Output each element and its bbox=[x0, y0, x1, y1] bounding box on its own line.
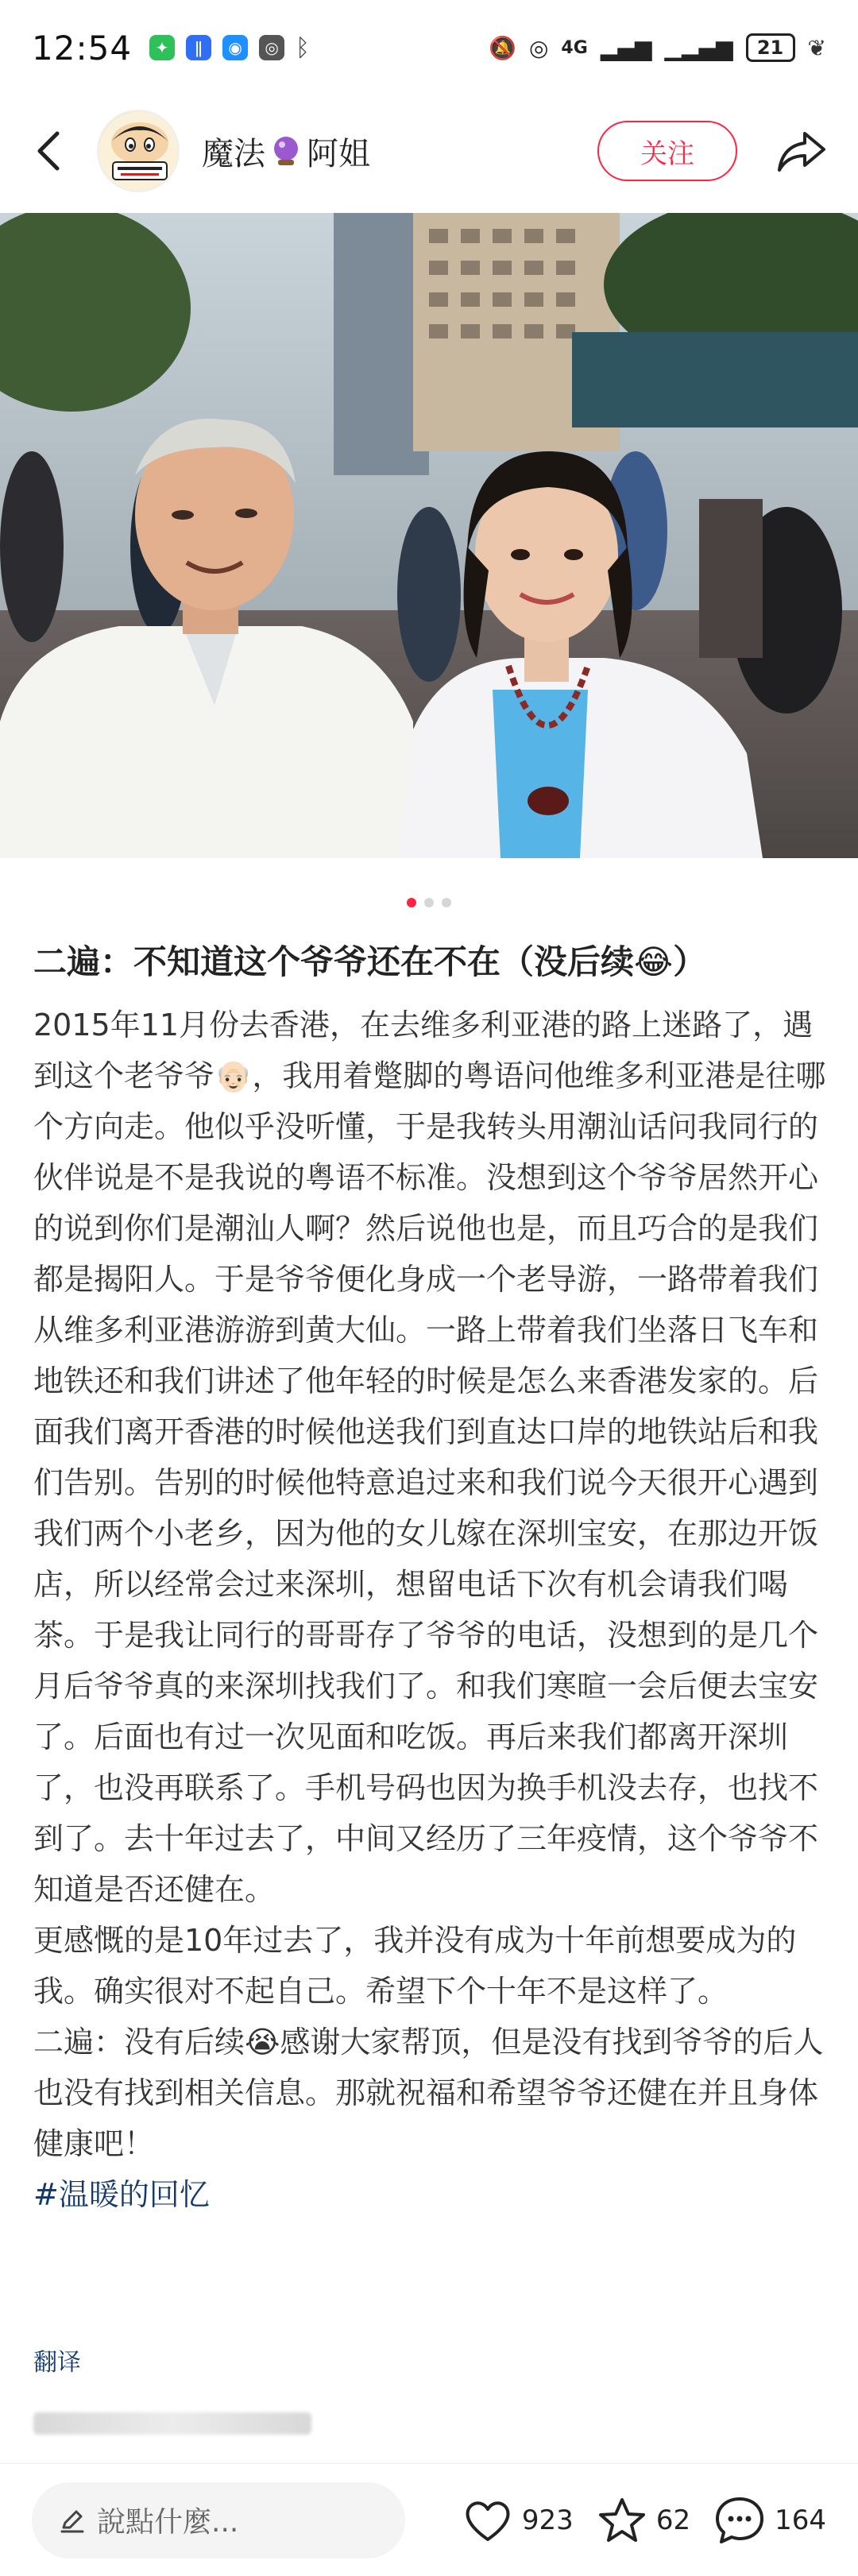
post-title: 二遍：不知道这个爷爷还在不在（没后续😂） bbox=[33, 942, 707, 981]
favorite-count: 62 bbox=[655, 2504, 691, 2536]
hashtag-link[interactable]: #温暖的回忆 bbox=[33, 2177, 210, 2212]
status-time: 12:54 bbox=[32, 28, 133, 68]
leaf-icon: ❦ bbox=[807, 34, 826, 61]
username-part-1: 魔法 bbox=[202, 135, 265, 172]
mute-icon: 🔕 bbox=[489, 34, 516, 61]
signal-2-icon: ▁▂▄▆ bbox=[664, 34, 733, 61]
image-pager bbox=[0, 898, 858, 907]
battery-level: 21 bbox=[756, 37, 784, 59]
favorite-button[interactable] bbox=[597, 2497, 690, 2544]
signal-icon: ▂▄▆ bbox=[600, 34, 652, 61]
pager-dot bbox=[424, 898, 434, 907]
camera-app-icon: ◎ bbox=[259, 35, 284, 60]
blurred-date-line bbox=[33, 2412, 311, 2435]
pause-app-icon: ǁ bbox=[186, 35, 211, 60]
network-type: 4G bbox=[561, 37, 588, 58]
comment-placeholder: 說點什麼... bbox=[97, 2506, 239, 2539]
comment-count: 164 bbox=[775, 2504, 826, 2536]
pager-dot bbox=[442, 898, 451, 907]
post-actions bbox=[463, 2496, 826, 2545]
share-icon bbox=[776, 129, 827, 173]
post-photo-illustration bbox=[0, 213, 858, 858]
battery-icon bbox=[746, 33, 795, 62]
like-button[interactable] bbox=[463, 2498, 574, 2543]
chevron-left-icon bbox=[37, 130, 60, 172]
status-right bbox=[489, 33, 826, 62]
share-button[interactable] bbox=[774, 123, 829, 179]
like-count: 923 bbox=[521, 2504, 574, 2536]
post-image[interactable] bbox=[0, 213, 858, 858]
hotspot-icon: ◎ bbox=[528, 34, 549, 61]
follow-button[interactable]: 关注 bbox=[597, 121, 737, 181]
message-app-icon: ◉ bbox=[222, 35, 248, 60]
username[interactable] bbox=[202, 129, 370, 174]
notification-icons bbox=[149, 34, 310, 62]
post-body-text: 2015年11月份去香港，在去维多利亚港的路上迷路了，遇到这个老爷爷👴🏻，我用着蹩脚的粤语问他维多利亚港是往哪个方向走。他似乎没听懂，于是我转头用潮汕话问我同行的伙伴说是不是我说的粤语不标准。没想到这个爷爷居然开心的说到你们是潮汕人啊？然后说他也是，而且巧合的是我们都是揭阳人。于是爷爷便化身成一个老导游，一路带着我们从维多利亚港游游到黄大仙。一路上带着我们坐落日飞车和地铁还和我们讲述了他年轻的时候是怎么来香港发家的。后面我们离开香港的时候他送我们到直达口岸的地铁站后和我们告别。告别的时候他特意追过来和我们说今天很开心遇到我们两个小老乡，因为他的女儿嫁在深圳宝安，在那边开饭店，所以经常会过来深圳，想留电话下次有机会请我们喝茶。于是我让同行的哥哥存了爷爷的电话，没想到的是几个月后爷爷真的来深圳找我们了。和我们寒暄一会后便去宝安了。后面也有过一次见面和吃饭。再后来我们都离开深圳了，也没再联系了。手机号码也因为换手机没去存，也找不到了。去十年过去了，中间又经历了三年疫情，这个爷爷不知道是否还健在。 更感慨的是10年过去了，我并没有成为十年前想要成为的我。确实很对不起自己。希望下个十年不是这样了。 二遍：没有后续😭感谢大家帮顶，但是没有找到爷爷的后人也没有找到相关信息。那就祝福和希望爷爷还健在并且身体健康吧！ bbox=[33, 1008, 826, 2161]
pager-dot-active bbox=[407, 898, 416, 907]
star-icon bbox=[597, 2497, 647, 2544]
avatar[interactable] bbox=[97, 110, 180, 192]
post-body bbox=[33, 1000, 828, 2220]
bottom-action-bar bbox=[0, 2463, 858, 2576]
username-part-2: 阿姐 bbox=[307, 135, 370, 172]
crystal-ball-icon bbox=[269, 133, 303, 168]
cartoon-avatar-icon bbox=[99, 111, 180, 192]
back-button[interactable] bbox=[29, 127, 68, 175]
bluetooth-icon: ᛒ bbox=[296, 33, 311, 62]
post-header bbox=[0, 103, 858, 199]
comment-input[interactable] bbox=[32, 2482, 405, 2559]
heart-icon bbox=[463, 2498, 512, 2543]
status-bar bbox=[0, 0, 858, 95]
translate-button[interactable]: 翻译 bbox=[33, 2349, 81, 2377]
comment-button[interactable] bbox=[714, 2496, 826, 2545]
pencil-icon bbox=[59, 2507, 86, 2534]
comment-bubble-icon bbox=[714, 2496, 765, 2545]
wechat-icon: ✦ bbox=[149, 35, 175, 60]
